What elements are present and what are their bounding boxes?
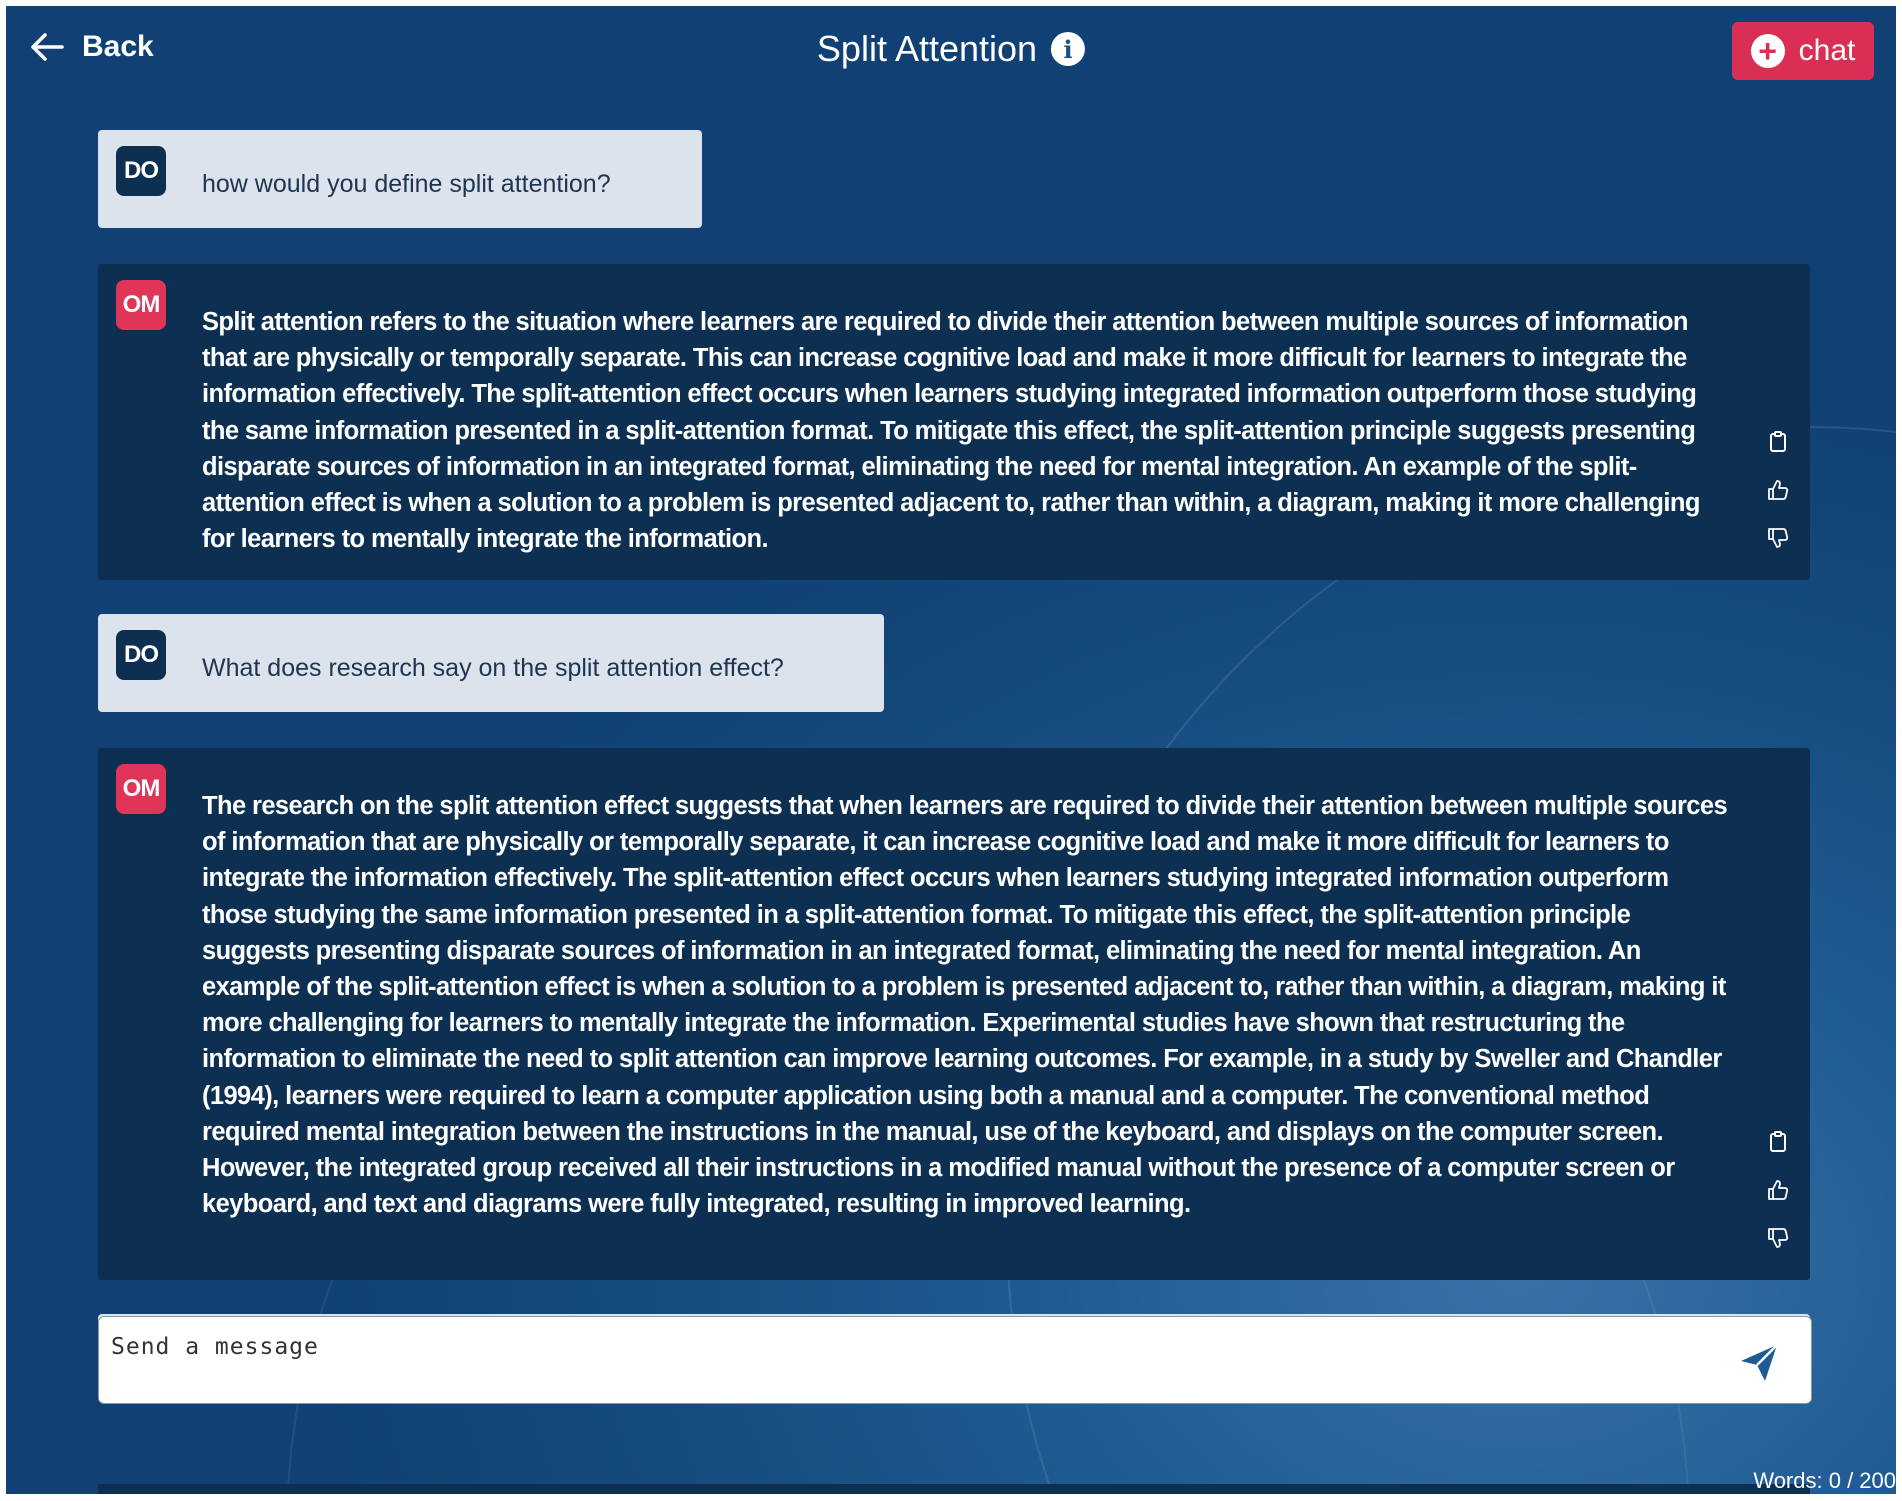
plus-circle-icon: + (1751, 34, 1785, 68)
avatar: DO (116, 146, 166, 196)
clipboard-icon[interactable] (1766, 1130, 1790, 1154)
message-actions (1766, 1130, 1792, 1250)
thumbs-down-icon[interactable] (1766, 526, 1790, 550)
page-title: Split Attention (816, 28, 1038, 69)
word-count: Words: 0 / 200 (1753, 1468, 1896, 1493)
assistant-message (98, 264, 1810, 580)
send-icon[interactable] (1737, 1341, 1781, 1385)
avatar: DO (116, 630, 166, 680)
next-message-edge (98, 1484, 1810, 1494)
user-message (98, 130, 702, 228)
assistant-message (98, 748, 1810, 1280)
message-text: how would you define split attention? (202, 170, 611, 198)
thumbs-up-icon[interactable] (1766, 478, 1790, 502)
back-button[interactable] (30, 30, 154, 64)
top-bar (6, 6, 1896, 96)
clipboard-icon[interactable] (1766, 430, 1790, 454)
message-actions (1766, 430, 1792, 550)
avatar: OM (116, 764, 166, 814)
avatar: OM (116, 280, 166, 330)
message-text: What does research say on the split attention effect? (202, 654, 784, 682)
back-label: Back (82, 30, 154, 63)
thumbs-down-icon[interactable] (1766, 1226, 1790, 1250)
info-icon[interactable]: i (1051, 32, 1085, 66)
new-chat-button[interactable] (1732, 22, 1874, 80)
new-chat-label: chat (1798, 34, 1856, 67)
message-composer (98, 1316, 1812, 1404)
thumbs-up-icon[interactable] (1766, 1178, 1790, 1202)
message-text: The research on the split attention effect suggests that when learners are required to divide their attention between multiple sources of information that are physically or temporally separate, it can increase cognitive load and make it more difficult for learners to integrate the information effectively. The split-attention effect occurs when learners studying integrated information outperform those studying the same information presented in a split-attention format. To mitigate this effect, the split-attention principle suggests presenting disparate sources of information in an integrated format, eliminating the need for mental integration. An example of the split-attention effect is when a solution to a problem is presented adjacent to, rather than within, a diagram, making it more challenging for learners to mentally integrate the information. Experimental studies have shown that restructuring the information to eliminate the need to split attention can improve learning outcomes. For example, in a study by Sweller and Chandler (1994), learners were required to learn a computer application using both a manual and a computer. The conventional method required mental integration between the instructions in the manual, use of the keyboard, and displays on the computer screen. However, the integrated group received all their instructions in a modified manual without the presence of a computer screen or keyboard, and text and diagrams were fully integrated, resulting in improved learning. (202, 792, 1728, 1219)
message-input[interactable] (109, 1329, 1673, 1365)
arrow-left-icon (30, 32, 64, 62)
chat-app (6, 6, 1896, 1494)
page-title-group (817, 28, 1085, 70)
user-message (98, 614, 884, 712)
message-text: Split attention refers to the situation where learners are required to divide their attention between multiple sources of information that are physically or temporally separate. This can increase cognitive load and make it more difficult for learners to integrate the information effectively. The split-attention effect occurs when learners studying integrated information outperform those studying the same information presented in a split-attention format. To mitigate this effect, the split-attention principle suggests presenting disparate sources of information in an integrated format, eliminating the need for mental integration. An example of the split-attention effect is when a solution to a problem is presented adjacent to, rather than within, a diagram, making it more challenging for learners to mentally integrate the information. (202, 308, 1700, 554)
